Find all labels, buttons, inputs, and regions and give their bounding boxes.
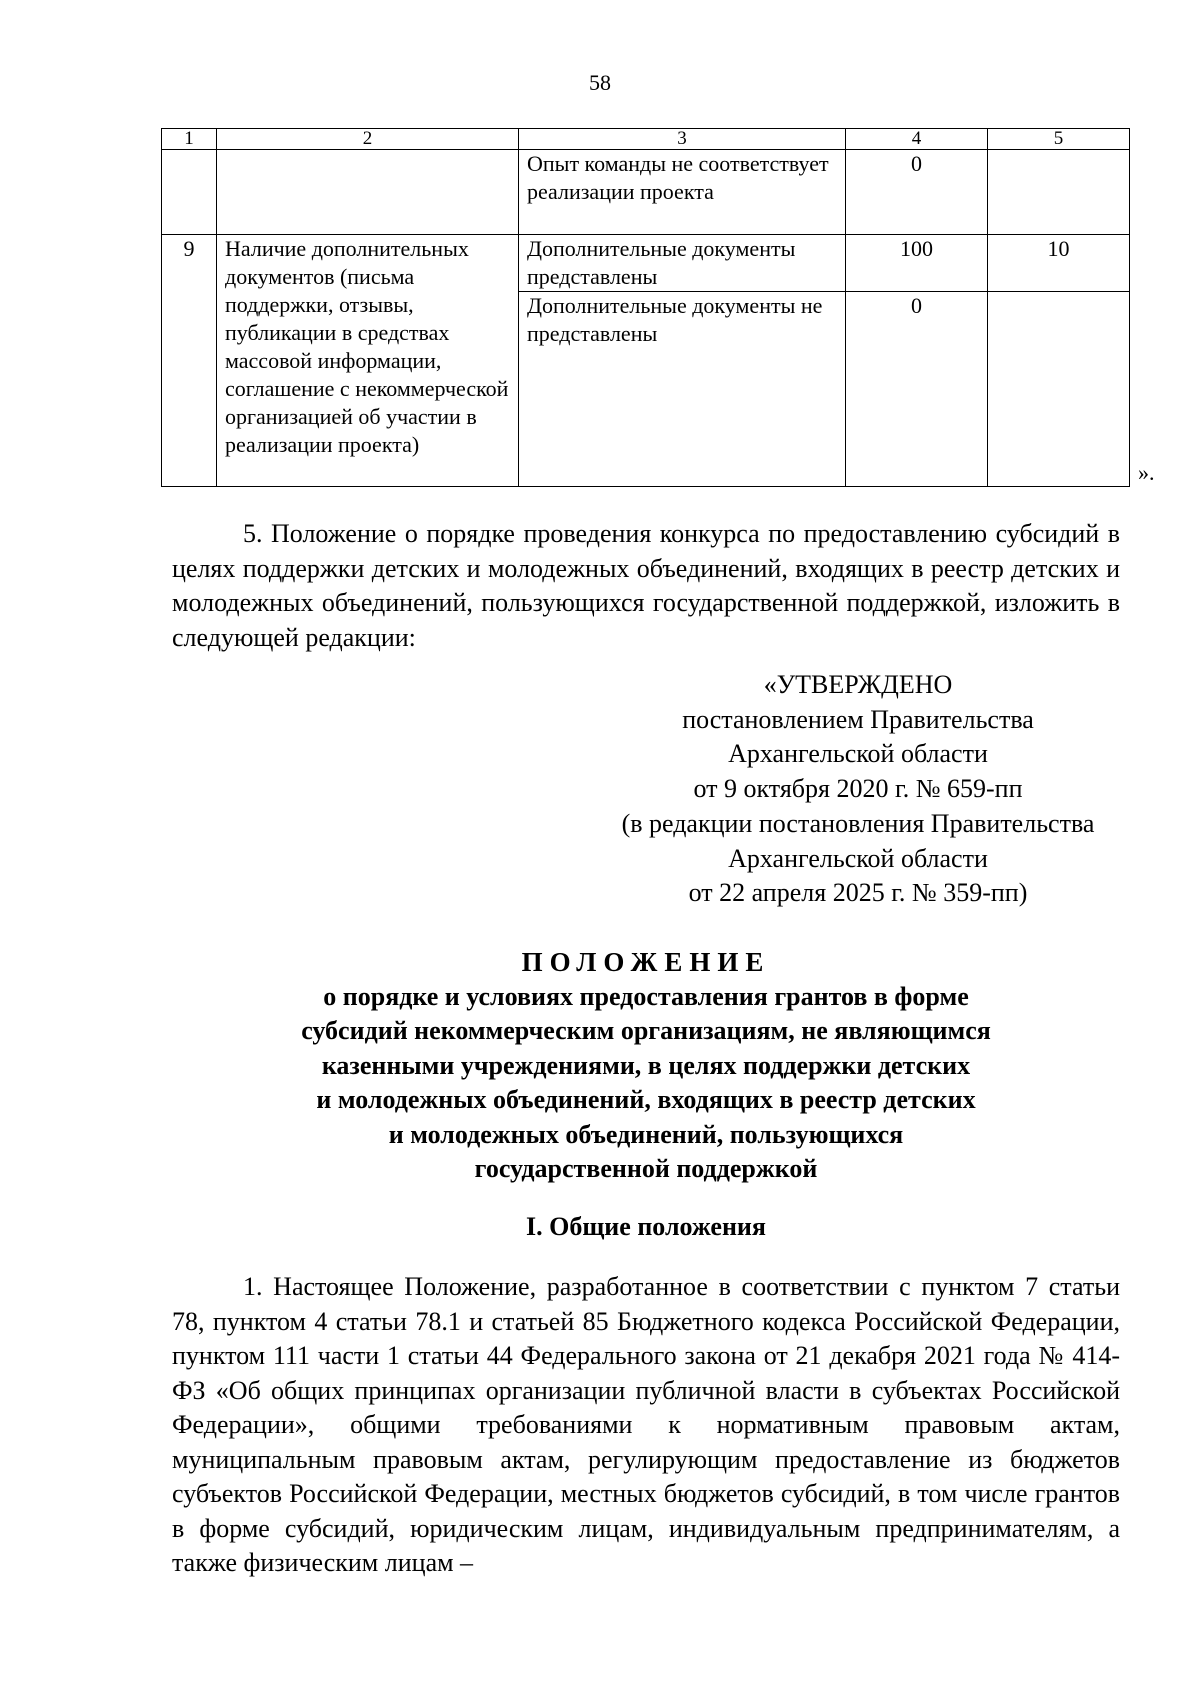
table-cell-weight: 10 [988,235,1130,292]
title-line: государственной поддержкой [474,1154,818,1183]
table-header-cell: 4 [846,129,988,150]
paragraph-1: 1. Настоящее Положение, разработанное в соответствии с пунктом 7 статьи 78, пунктом 4 статьи 78.1 и статьей 85 Бюджетного кодекса Российской Федерации, пунктом 111 части 1 статьи 44 Федерального закона от 21 декабря 2021 года № 414-ФЗ «Об общих принципах организации публичной власти в субъектах Российской Федерации», общими требованиями к нормативным правовым актам, муниципальным правовым актам, регулирующим предоставление из бюджетов субъектов Российской Федерации, местных бюджетов субсидий, в том числе грантов в форме субсидий, юридическим лицам, индивидуальным предпринимателям, а также физическим лицам – [172,1272,1120,1577]
table-row [162,235,1130,292]
table-cell-option: Дополнительные документы представлены [519,235,846,292]
table-header-row [162,129,1130,150]
table-header-cell: 2 [217,129,519,150]
table-cell-option: Дополнительные документы не представлены [519,292,846,487]
table-cell [217,150,519,235]
title-line: казенными учреждениями, в целях поддержки детских [321,1050,971,1080]
table-cell [988,292,1130,487]
title-line: субсидий некоммерческим организациям, не являющимся [301,1016,991,1045]
table-cell-number: 9 [162,235,217,487]
page-number: 58 [589,70,611,95]
table-cell [988,150,1130,235]
table-header-cell: 5 [988,129,1130,150]
approval-line: от 22 апреля 2025 г. № 359-пп) [688,878,1028,908]
table-cell-option: Опыт команды не соответствует реализации проекта [519,150,846,235]
title-line: и молодежных объединений, входящих в реестр детских [316,1085,976,1114]
document-title [172,945,1120,1187]
paragraph-5: 5. Положение о порядке проведения конкурса по предоставлению субсидий в целях поддержки детских и молодежных объединений, входящих в реестр детских и молодежных объединений, пользующихся государственной поддержкой, изложить в следующей редакции: [172,519,1120,652]
table-closing-mark: ». [1138,460,1155,485]
approval-line: от 9 октября 2020 г. № 659-пп [693,774,1023,804]
table-header-cell: 3 [519,129,846,150]
table-row [162,150,1130,235]
table-cell [162,150,217,235]
approval-line: постановлением Правительства [682,704,1034,734]
approval-line: Архангельской области [728,843,988,873]
table-cell-points: 100 [846,235,988,292]
title-heading: ПОЛОЖЕНИЕ [521,947,771,977]
approval-line: (в редакции постановления Правительства [621,808,1095,838]
approval-line: Архангельской области [728,739,988,769]
table-header-cell: 1 [162,129,217,150]
table-cell-points: 0 [846,292,988,487]
title-line: о порядке и условиях предоставления грантов в форме [323,981,969,1011]
table-cell-criterion: Наличие дополнительных документов (письма поддержки, отзывы, публикации в средствах массовой информации, соглашение с некоммерческой организацией об участии в реализации проекта) [217,235,519,487]
section-title: I. Общие положения [526,1212,766,1241]
approval-stamp [578,668,1138,911]
criteria-table [161,128,1130,487]
table-cell-points: 0 [846,150,988,235]
title-line: и молодежных объединений, пользующихся [388,1119,904,1149]
approval-line: «УТВЕРЖДЕНО [763,670,953,699]
